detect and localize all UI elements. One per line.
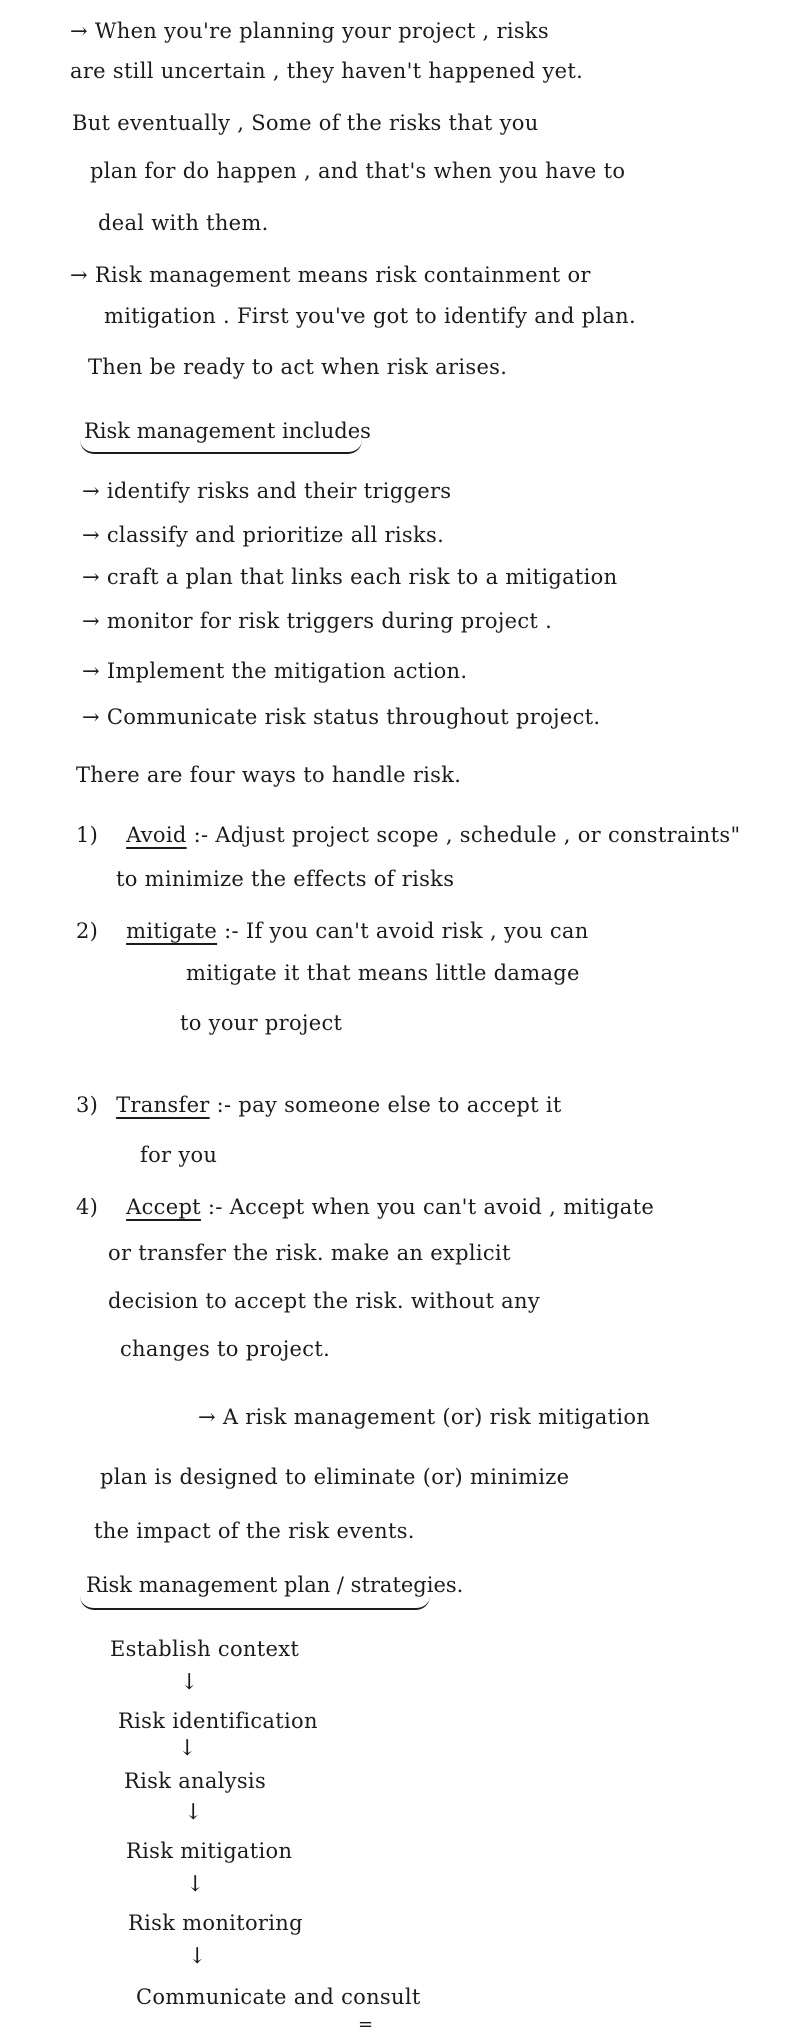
definition-line-1: → Risk management means risk containment or bbox=[70, 263, 591, 287]
flow-step-5: Risk monitoring bbox=[128, 1911, 303, 1935]
way-3-label: Transfer bbox=[116, 1093, 210, 1117]
intro-line-4: plan for do happen , and that's when you have to bbox=[90, 159, 626, 183]
strategies-heading: Risk management plan / strategies. bbox=[86, 1573, 464, 1597]
ways-intro: There are four ways to handle risk. bbox=[76, 763, 462, 787]
definition-line-3: Then be ready to act when risk arises. bbox=[88, 355, 508, 379]
flow-arrow-down-icon: ↓ bbox=[184, 1800, 203, 1825]
way-2-sep: :- bbox=[217, 919, 246, 943]
flow-arrow-down-icon: ↓ bbox=[186, 1872, 205, 1897]
way-4-line-4: changes to project. bbox=[120, 1337, 331, 1361]
intro-line-1: → When you're planning your project , risks bbox=[70, 19, 550, 43]
way-4-line-1 bbox=[76, 1194, 654, 1220]
way-3-sep: :- bbox=[209, 1093, 239, 1117]
flow-step-3: Risk analysis bbox=[124, 1769, 267, 1793]
way-3-number: 3) bbox=[76, 1093, 99, 1117]
way-3-line-2: for you bbox=[140, 1143, 218, 1167]
includes-heading: Risk management includes bbox=[84, 419, 371, 443]
includes-item-5: → Implement the mitigation action. bbox=[82, 659, 468, 683]
definition-line-2: mitigation . First you've got to identify and plan. bbox=[104, 304, 636, 328]
way-3-line-1 bbox=[76, 1092, 562, 1118]
way-2-number: 2) bbox=[76, 919, 99, 943]
way-1-label: Avoid bbox=[126, 823, 187, 847]
includes-item-4: → monitor for risk triggers during project . bbox=[82, 609, 553, 633]
plan-line-1: → A risk management (or) risk mitigation bbox=[198, 1405, 651, 1429]
includes-item-6: → Communicate risk status throughout project. bbox=[82, 705, 601, 729]
flow-step-1: Establish context bbox=[110, 1637, 300, 1661]
way-4-number: 4) bbox=[76, 1195, 99, 1219]
includes-item-3: → craft a plan that links each risk to a mitigation bbox=[82, 565, 618, 589]
way-2-line-1 bbox=[76, 918, 589, 944]
flow-arrow-down-icon: ↓ bbox=[188, 1944, 207, 1969]
flow-step-6: Communicate and consult bbox=[136, 1985, 421, 2009]
intro-line-5: deal with them. bbox=[98, 211, 269, 235]
intro-line-2: are still uncertain , they haven't happened yet. bbox=[70, 59, 584, 83]
way-1-text: Adjust project scope , schedule , or constraints" bbox=[215, 823, 741, 847]
flow-arrow-down-icon: ↓ bbox=[178, 1736, 197, 1761]
way-4-sep: :- bbox=[200, 1195, 230, 1219]
includes-heading-underline bbox=[80, 440, 362, 454]
strategies-heading-underline bbox=[80, 1596, 430, 1610]
way-1-line-2: to minimize the effects of risks bbox=[116, 867, 455, 891]
flow-step-2: Risk identification bbox=[118, 1709, 318, 1733]
way-2-text: If you can't avoid risk , you can bbox=[245, 919, 589, 943]
way-3-text: pay someone else to accept it bbox=[238, 1093, 562, 1117]
way-2-label: mitigate bbox=[126, 919, 218, 943]
end-mark: = bbox=[358, 2014, 374, 2035]
way-4-line-3: decision to accept the risk. without any bbox=[108, 1289, 540, 1313]
way-4-text: Accept when you can't avoid , mitigate bbox=[229, 1195, 655, 1219]
includes-item-2: → classify and prioritize all risks. bbox=[82, 523, 445, 547]
flow-step-4: Risk mitigation bbox=[126, 1839, 293, 1863]
way-1-sep: :- bbox=[186, 823, 216, 847]
way-4-label: Accept bbox=[126, 1195, 201, 1219]
way-2-line-3: to your project bbox=[180, 1011, 343, 1035]
plan-line-2: plan is designed to eliminate (or) minimize bbox=[100, 1465, 570, 1489]
way-1-number: 1) bbox=[76, 823, 99, 847]
plan-line-3: the impact of the risk events. bbox=[94, 1519, 415, 1543]
includes-item-1: → identify risks and their triggers bbox=[82, 479, 452, 503]
intro-line-3: But eventually , Some of the risks that you bbox=[72, 111, 539, 135]
flow-arrow-down-icon: ↓ bbox=[180, 1670, 199, 1695]
way-1-line-1 bbox=[76, 822, 740, 848]
way-4-line-2: or transfer the risk. make an explicit bbox=[108, 1241, 511, 1265]
way-2-line-2: mitigate it that means little damage bbox=[186, 961, 580, 985]
